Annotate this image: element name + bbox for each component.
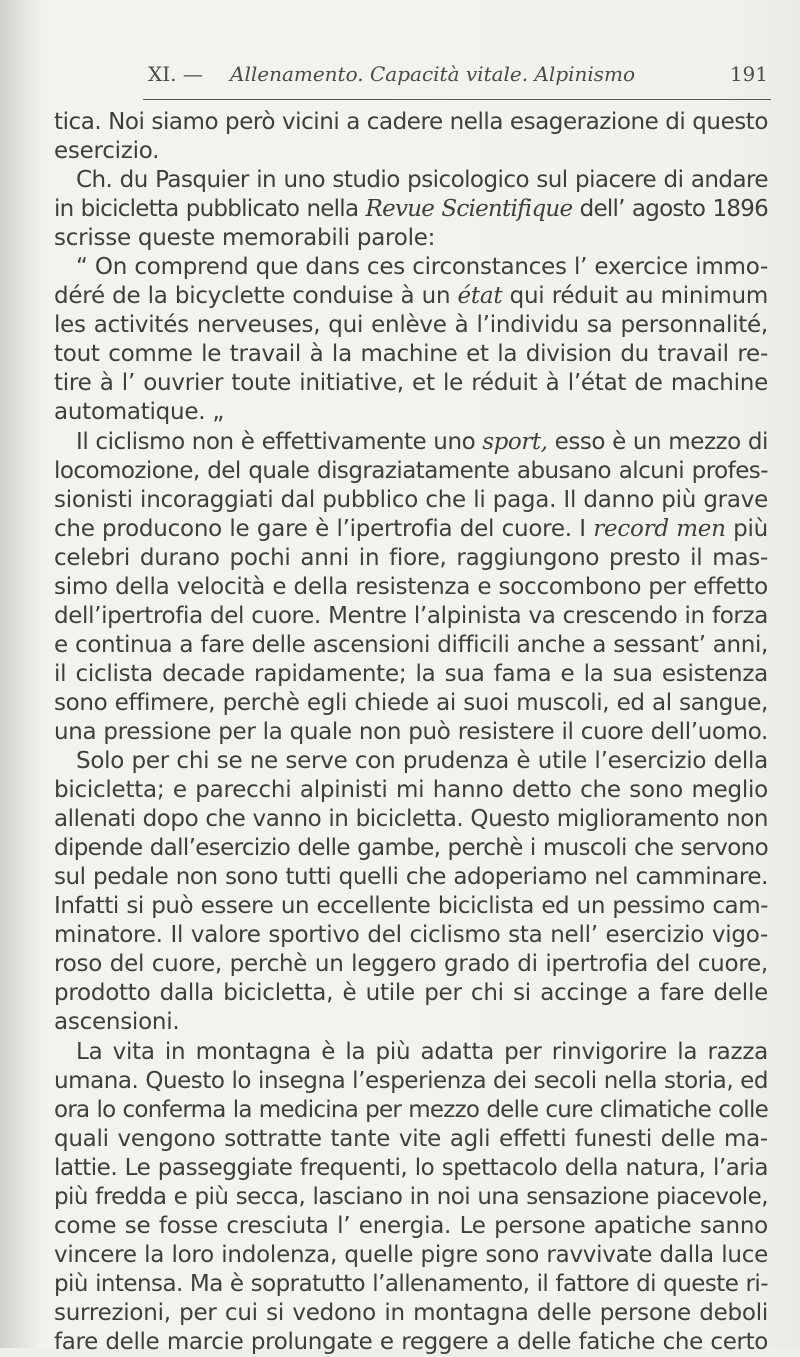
text-line bbox=[54, 1038, 768, 1067]
text-line-content: tout comme le travail à la machine et la division du travail re- bbox=[54, 341, 768, 368]
text-line-content: tire à l’ ouvrier toute initiative, et le réduit à l’état de machine bbox=[54, 370, 768, 397]
text-line-content: lattie. Le passeggiate frequenti, lo spettacolo della natura, l’aria bbox=[54, 1154, 768, 1181]
text-line-content: minatore. Il valore sportivo del ciclismo sta nell’ esercizio vigo- bbox=[54, 922, 768, 949]
text-line-content: dipende dall’esercizio delle gambe, perchè i muscoli che servono bbox=[54, 835, 768, 862]
text-line-content: Il ciclismo non è effettivamente uno bbox=[76, 428, 483, 455]
text-line-content: roso del cuore, perchè un leggero grado di ipertrofia del cuore, bbox=[54, 951, 768, 978]
text-line-content: che producono le gare è l’ipertrofia del cuore. I bbox=[54, 515, 594, 542]
text-line bbox=[54, 1299, 768, 1328]
text-line-content: simo della velocità e della resistenza e soccombono per effetto bbox=[54, 573, 768, 600]
text-line-content: in bicicletta pubblicato nella bbox=[54, 196, 366, 223]
text-line-content: una pressione per la quale non può resistere il cuore dell’uomo. bbox=[54, 718, 768, 745]
text-line-content: qui réduit au minimum bbox=[502, 283, 768, 310]
text-line bbox=[54, 1096, 768, 1125]
text-line bbox=[54, 631, 768, 660]
text-line bbox=[54, 776, 768, 805]
text-line bbox=[54, 950, 768, 979]
text-line bbox=[54, 1270, 768, 1299]
text-line bbox=[54, 689, 768, 718]
text-line bbox=[54, 340, 768, 369]
text-line bbox=[54, 398, 768, 427]
italic-term: Revue Scientifique bbox=[365, 196, 573, 223]
text-line bbox=[54, 311, 768, 340]
text-line-content: sono effimere, perchè egli chiede ai suoi muscoli, ed al sangue, bbox=[54, 689, 768, 716]
text-line bbox=[54, 1067, 768, 1096]
text-line bbox=[54, 544, 768, 573]
text-line-content: allenati dopo che vanno in bicicletta. Questo miglioramento non bbox=[54, 806, 768, 833]
text-line bbox=[54, 224, 768, 253]
text-line bbox=[54, 1008, 768, 1037]
text-line bbox=[54, 1241, 768, 1270]
text-line-content: Solo per chi se ne serve con prudenza è utile l’esercizio della bbox=[76, 748, 768, 775]
text-line-content: locomozione, del quale disgraziatamente abusano alcuni profes- bbox=[54, 457, 768, 484]
text-line-content: quali vengono sottratte tante vite agli effetti funesti delle ma- bbox=[54, 1125, 768, 1152]
text-line bbox=[54, 747, 768, 776]
text-line-content: vincere la loro indolenza, quelle pigre sono ravvivate dalla luce bbox=[54, 1241, 768, 1268]
text-line bbox=[54, 428, 768, 457]
text-line-content: il ciclista decade rapidamente; la sua fama e la sua esistenza bbox=[54, 660, 768, 687]
text-line-content: bicicletta; e parecchi alpinisti mi hanno detto che sono meglio bbox=[54, 777, 768, 804]
italic-term: record men bbox=[593, 515, 726, 542]
text-line bbox=[54, 369, 768, 398]
text-line-content: esso è un mezzo di bbox=[547, 428, 768, 455]
text-line bbox=[54, 660, 768, 689]
text-line-content: più intensa. Ma è sopratutto l’allenamento, il fattore di queste ri- bbox=[54, 1270, 768, 1297]
text-line-content: Infatti si può essere un eccellente biciclista ed un pessimo cam- bbox=[54, 893, 768, 920]
body-text bbox=[54, 108, 768, 1357]
italic-term: état bbox=[457, 283, 503, 310]
text-line bbox=[54, 253, 768, 282]
text-line bbox=[54, 195, 768, 224]
text-line-content: déré de la bicyclette conduise à un bbox=[54, 283, 458, 310]
text-line-content: dell’ agosto 1896 bbox=[572, 196, 768, 223]
text-line-content: les activités nerveuses, qui enlève à l’individu sa personnalité, bbox=[54, 312, 768, 339]
text-line-content: umana. Questo lo insegna l’esperienza dei secoli nella storia, ed bbox=[54, 1067, 768, 1094]
text-line-content: più bbox=[725, 515, 768, 542]
text-line-content: fare delle marcie prolungate e reggere a delle fatiche che certo bbox=[54, 1328, 768, 1355]
binding-shadow bbox=[0, 0, 40, 1348]
running-header bbox=[148, 62, 768, 92]
text-line-content: ora lo conferma la medicina per mezzo delle cure climatiche colle bbox=[54, 1096, 768, 1123]
text-line bbox=[54, 166, 768, 195]
text-line bbox=[54, 573, 768, 602]
text-line bbox=[54, 1154, 768, 1183]
text-line-content: celebri durano pochi anni in fiore, raggiungono presto il mas- bbox=[54, 544, 768, 571]
text-line-content: automatique. „ bbox=[54, 399, 225, 426]
text-line bbox=[54, 515, 768, 544]
running-title: Allenamento. Capacità vitale. Alpinismo bbox=[230, 62, 636, 86]
text-line bbox=[54, 486, 768, 515]
text-line-content: sionisti incoraggiati dal pubblico che li paga. Il danno più grave bbox=[54, 486, 768, 513]
text-line bbox=[54, 718, 768, 747]
text-line bbox=[54, 1125, 768, 1154]
text-line bbox=[54, 602, 768, 631]
text-line-content: dell’ipertrofia del cuore. Mentre l’alpinista va crescendo in forza bbox=[54, 602, 768, 629]
text-line-content: tica. Noi siamo però vicini a cadere nella esagerazione di questo bbox=[54, 109, 768, 135]
text-line-content: più fredda e più secca, lasciano in noi una sensazione piacevole, bbox=[54, 1183, 768, 1210]
page-number: 191 bbox=[729, 62, 768, 86]
text-line bbox=[54, 1328, 768, 1357]
header-rule bbox=[143, 99, 771, 100]
text-line-content: surrezioni, per cui si vedono in montagna delle persone deboli bbox=[54, 1299, 768, 1326]
text-line-content: La vita in montagna è la più adatta per rinvigorire la razza bbox=[76, 1038, 768, 1065]
text-line bbox=[54, 137, 768, 166]
chapter-number: XI. — bbox=[148, 62, 203, 86]
text-line bbox=[54, 979, 768, 1008]
text-line-content: “ On comprend que dans ces circonstances l’ exercice immo- bbox=[76, 254, 768, 281]
text-line-content: prodotto dalla bicicletta, è utile per chi si accinge a fare delle bbox=[54, 980, 768, 1007]
text-line bbox=[54, 282, 768, 311]
text-line bbox=[54, 834, 768, 863]
text-line bbox=[54, 1212, 768, 1241]
text-line bbox=[54, 921, 768, 950]
text-line bbox=[54, 457, 768, 486]
text-line-content: ascensioni. bbox=[54, 1009, 180, 1036]
text-line bbox=[54, 108, 768, 137]
italic-term: sport, bbox=[482, 428, 548, 455]
text-line bbox=[54, 892, 768, 921]
text-line-content: Ch. du Pasquier in uno studio psicologico sul piacere di andare bbox=[76, 167, 768, 194]
text-line bbox=[54, 805, 768, 834]
text-line-content: esercizio. bbox=[54, 138, 160, 165]
text-line bbox=[54, 1183, 768, 1212]
text-line bbox=[54, 863, 768, 892]
text-line-content: sul pedale non sono tutti quelli che adoperiamo nel camminare. bbox=[54, 864, 768, 891]
text-line-content: e continua a fare delle ascensioni difficili anche a sessant’ anni, bbox=[54, 631, 768, 658]
text-line-content: come se fosse cresciuta l’ energia. Le persone apatiche sanno bbox=[54, 1212, 768, 1239]
text-line-content: scrisse queste memorabili parole: bbox=[54, 225, 436, 252]
